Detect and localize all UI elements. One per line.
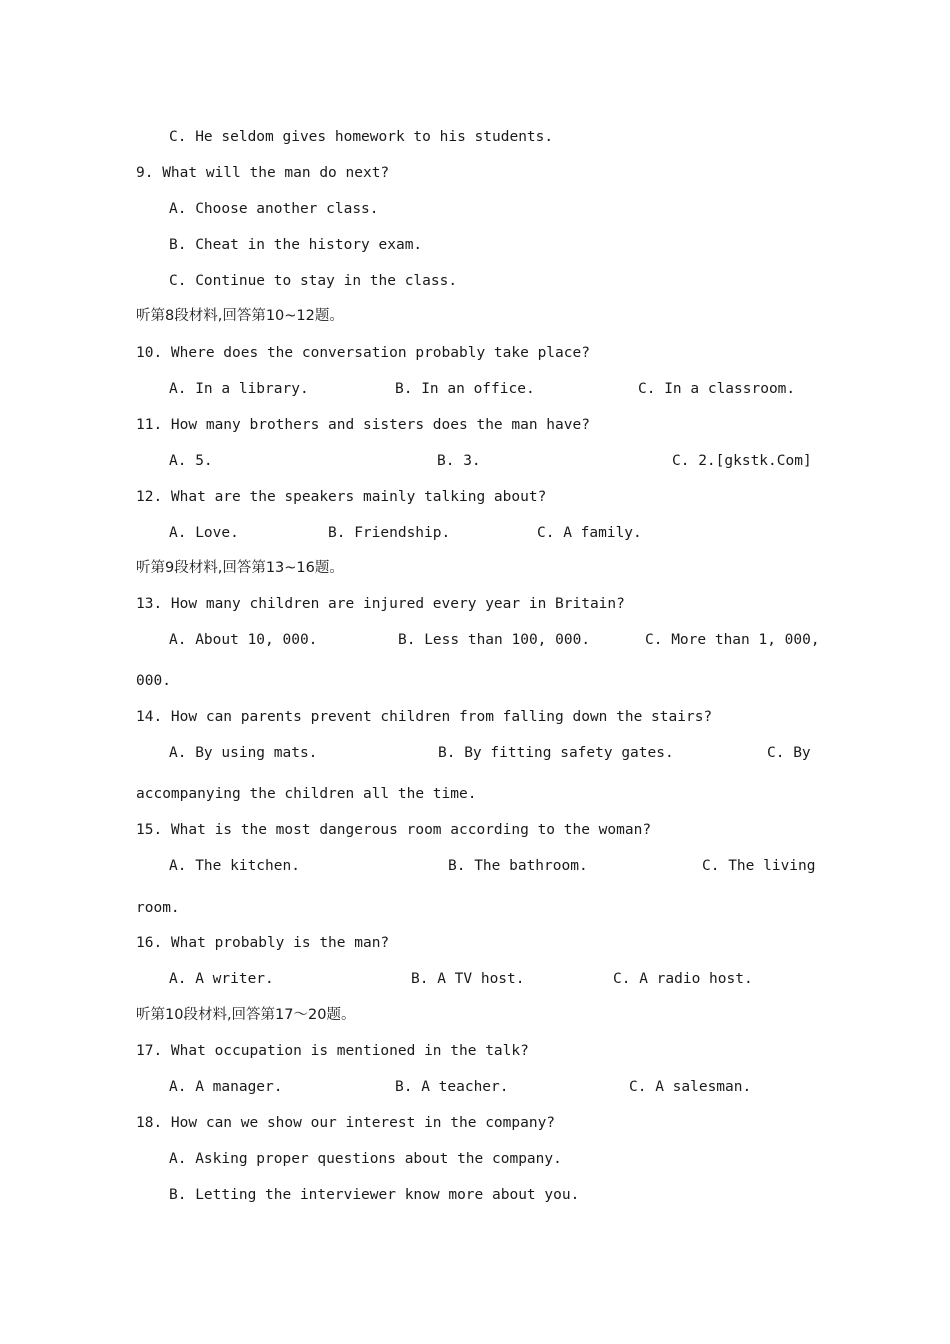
- q16-stem: 16. What probably is the man?: [136, 935, 390, 951]
- q17-option-c: C. A salesman.: [629, 1079, 752, 1095]
- q9-option-c: C. Continue to stay in the class.: [169, 273, 458, 289]
- q16-option-b: B. A TV host.: [411, 971, 525, 987]
- q9-option-b: B. Cheat in the history exam.: [169, 237, 423, 253]
- q13-option-c: C. More than 1, 000,: [645, 632, 820, 648]
- q12-option-a: A. Love.: [169, 525, 239, 541]
- q13-stem: 13. How many children are injured every year in Britain?: [136, 596, 625, 612]
- q18-stem: 18. How can we show our interest in the company?: [136, 1115, 556, 1131]
- q13-option-b: B. Less than 100, 000.: [398, 632, 591, 648]
- q14-option-c: C. By: [767, 745, 811, 761]
- q9-stem: 9. What will the man do next?: [136, 165, 390, 181]
- q17-option-b: B. A teacher.: [395, 1079, 509, 1095]
- q10-option-a: A. In a library.: [169, 381, 309, 397]
- q8-option-c: C. He seldom gives homework to his students.: [169, 129, 554, 145]
- q9-option-a: A. Choose another class.: [169, 201, 379, 217]
- q13-option-a: A. About 10, 000.: [169, 632, 318, 648]
- q15-stem: 15. What is the most dangerous room according to the woman?: [136, 822, 652, 838]
- q10-option-b: B. In an office.: [395, 381, 535, 397]
- q15-option-c: C. The living: [702, 858, 816, 874]
- q11-stem: 11. How many brothers and sisters does the man have?: [136, 417, 590, 433]
- q13-option-c-continued: 000.: [136, 673, 171, 689]
- q15-option-c-continued: room.: [136, 900, 180, 916]
- q17-stem: 17. What occupation is mentioned in the talk?: [136, 1043, 529, 1059]
- q12-stem: 12. What are the speakers mainly talking about?: [136, 489, 547, 505]
- q10-stem: 10. Where does the conversation probably take place?: [136, 345, 590, 361]
- q17-option-a: A. A manager.: [169, 1079, 283, 1095]
- q14-option-b: B. By fitting safety gates.: [438, 745, 674, 761]
- q15-option-b: B. The bathroom.: [448, 858, 588, 874]
- q11-option-b: B. 3.: [437, 453, 481, 469]
- section-10-heading: 听第10段材料,回答第17～20题。: [136, 1007, 356, 1023]
- q16-option-a: A. A writer.: [169, 971, 274, 987]
- q14-stem: 14. How can parents prevent children from falling down the stairs?: [136, 709, 713, 725]
- section-8-heading: 听第8段材料,回答第10~12题。: [136, 308, 344, 324]
- q11-option-c: C. 2.[gkstk.Com]: [672, 453, 812, 469]
- q14-option-a: A. By using mats.: [169, 745, 318, 761]
- q14-option-c-continued: accompanying the children all the time.: [136, 786, 477, 802]
- q15-option-a: A. The kitchen.: [169, 858, 300, 874]
- q18-option-a: A. Asking proper questions about the company.: [169, 1151, 562, 1167]
- q12-option-b: B. Friendship.: [328, 525, 451, 541]
- section-9-heading: 听第9段材料,回答第13~16题。: [136, 560, 344, 576]
- q16-option-c: C. A radio host.: [613, 971, 753, 987]
- q18-option-b: B. Letting the interviewer know more about you.: [169, 1187, 580, 1203]
- q11-option-a: A. 5.: [169, 453, 213, 469]
- q12-option-c: C. A family.: [537, 525, 642, 541]
- q10-option-c: C. In a classroom.: [638, 381, 796, 397]
